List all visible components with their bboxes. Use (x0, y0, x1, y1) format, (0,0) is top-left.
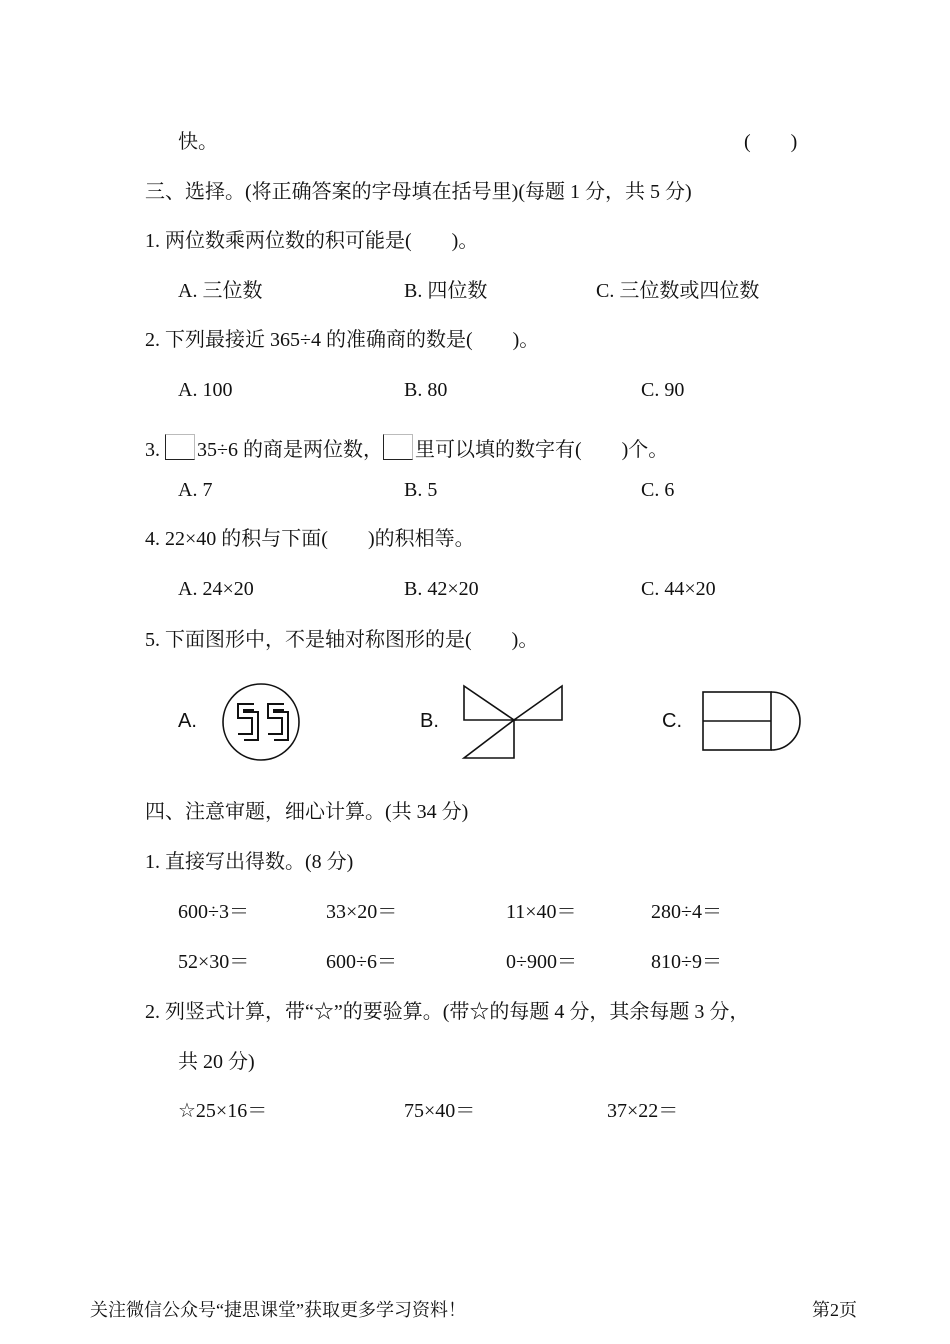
calc-item: 600÷3＝ (178, 901, 249, 923)
q3-part1: 35÷6 的商是两位数， (197, 439, 383, 461)
q5-stem: 5. 下面图形中，不是轴对称图形的是( )。 (145, 629, 539, 651)
q2-stem: 2. 下列最接近 365÷4 的准确商的数是( )。 (145, 329, 540, 351)
calc-item: 280÷4＝ (651, 901, 722, 923)
q4-option-a: A. 24×20 (178, 578, 254, 600)
figure-b-triangles-icon (460, 682, 566, 762)
section4-heading: 四、注意审题，细心计算。(共 34 分) (145, 801, 469, 823)
vertical-calc-item: 37×22＝ (607, 1100, 679, 1122)
figure-c-label: C. (662, 710, 682, 732)
q3-option-c: C. 6 (641, 479, 675, 501)
section3-heading: 三、选择。(将正确答案的字母填在括号里)(每题 1 分，共 5 分) (145, 181, 692, 203)
figure-c-shape-icon (700, 688, 804, 754)
q2-option-a: A. 100 (178, 379, 233, 401)
q2-option-c: C. 90 (641, 379, 685, 401)
q3-number: 3. (145, 439, 160, 461)
vertical-calc-item: 75×40＝ (404, 1100, 476, 1122)
blank-box (383, 434, 413, 460)
figure-a-circle-icon (218, 682, 304, 762)
calc-item: 600÷6＝ (326, 951, 397, 973)
q4-option-c: C. 44×20 (641, 578, 716, 600)
continued-text: 快。 (178, 131, 218, 153)
q3-option-b: B. 5 (404, 479, 438, 501)
calc-item: 52×30＝ (178, 951, 250, 973)
q2-option-b: B. 80 (404, 379, 448, 401)
calc-item: 11×40＝ (506, 901, 577, 923)
figure-b-label: B. (420, 710, 439, 732)
calc-q1-stem: 1. 直接写出得数。(8 分) (145, 851, 354, 873)
q1-option-c: C. 三位数或四位数 (596, 280, 760, 302)
q3-stem (145, 434, 668, 462)
calc-item: 810÷9＝ (651, 951, 722, 973)
footer-note: 关注微信公众号“捷思课堂”获取更多学习资料！ (90, 1300, 466, 1320)
q3-option-a: A. 7 (178, 479, 213, 501)
q4-option-b: B. 42×20 (404, 578, 479, 600)
q4-stem: 4. 22×40 的积与下面( )的积相等。 (145, 528, 475, 550)
q1-stem: 1. 两位数乘两位数的积可能是( )。 (145, 230, 479, 252)
calc-q2-stem-cont: 共 20 分) (178, 1051, 255, 1073)
page-number: 第2页 (812, 1300, 857, 1320)
answer-bracket: ( ) (744, 131, 798, 153)
calc-item: 33×20＝ (326, 901, 398, 923)
vertical-calc-item: ☆25×16＝ (178, 1100, 268, 1122)
q1-option-b: B. 四位数 (404, 280, 488, 302)
blank-box (165, 434, 195, 460)
q3-part2: 里可以填的数字有( )个。 (414, 439, 669, 461)
figure-a-label: A. (178, 710, 197, 732)
q1-option-a: A. 三位数 (178, 280, 263, 302)
calc-item: 0÷900＝ (506, 951, 577, 973)
calc-q2-stem: 2. 列竖式计算，带“☆”的要验算。(带☆的每题 4 分，其余每题 3 分， (145, 1001, 750, 1023)
